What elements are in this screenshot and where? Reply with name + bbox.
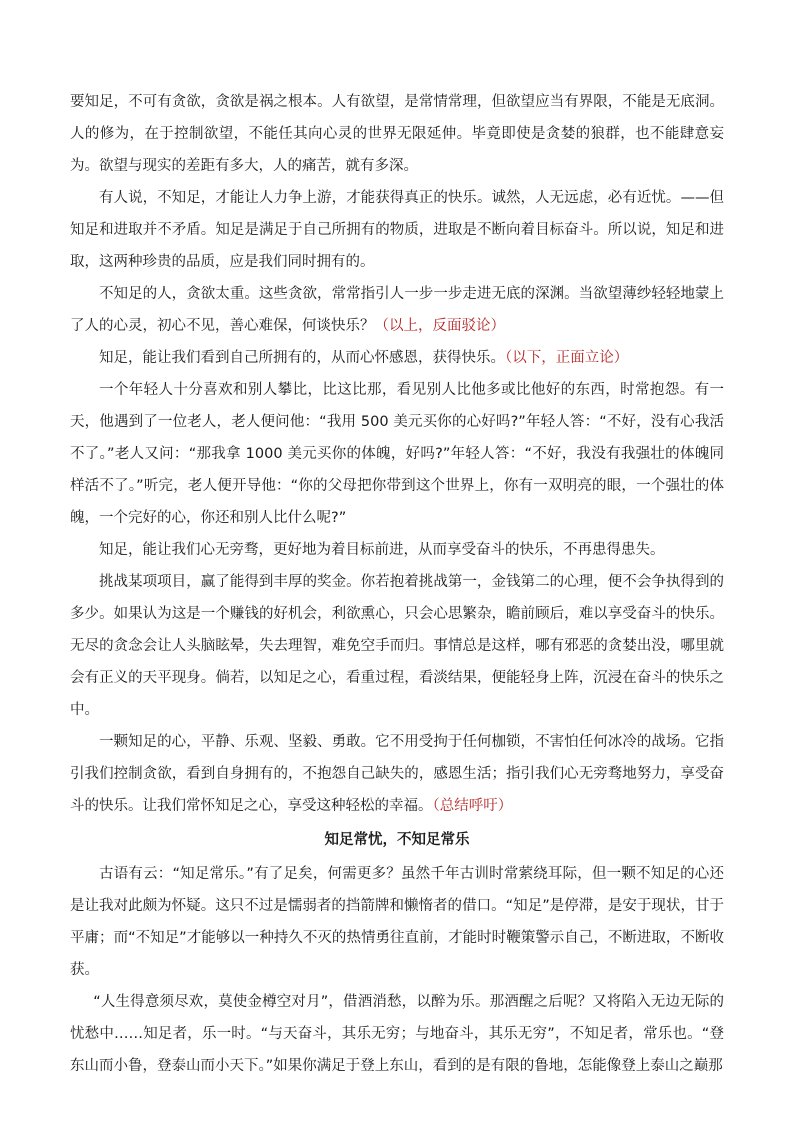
paragraph-3 <box>70 278 724 342</box>
essay-page <box>70 86 724 1082</box>
annotation-summary: （总结呼吁） <box>432 798 513 814</box>
paragraph-8 <box>70 726 724 822</box>
paragraph-4-text: 知足，能让我们看到自己所拥有的，从而心怀感恩，获得快乐。 <box>99 350 505 366</box>
paragraph-9: 古语有云：“知足常乐。”有了足矣，何需更多？虽然千年古训时常萦绕耳际，但一颗不知足的心还是让我对此颇为怀疑。这只不过是懦弱者的挡箭牌和懒惰者的借口。“知足”是停滞，是安于现状，甘于平庸；而“不知足”才能够以一种持久不灭的热情勇往直前，才能时时鞭策警示自己，不断进取，不断收获。 <box>70 866 724 978</box>
paragraph-6: 知足，能让我们心无旁骛，更好地为着目标前进，从而享受奋斗的快乐，不再患得患失。 <box>99 542 665 558</box>
annotation-argument: （以下，正面立论） <box>505 350 629 366</box>
paragraph-7: 挑战某项项目，赢了能得到丰厚的奖金。你若抱着挑战第一，金钱第二的心理，便不会争执得到的多少。如果认为这是一个赚钱的好机会，利欲熏心，只会心思繁杂，瞻前顾后，难以享受奋斗的快乐。无尽的贪念会让人头脑眩晕，失去理智，难免空手而归。事情总是这样，哪有邪恶的贪婪出没，哪里就会有正义的天平现身。倘若，以知足之心，看重过程，看淡结果，便能轻身上阵，沉浸在奋斗的快乐之中。 <box>70 574 724 718</box>
paragraph-10: “人生得意须尽欢，莫使金樽空对月”，借酒消愁，以醉为乐。那酒醒之后呢？又将陷入无边无际的忧愁中……知足者，乐一时。“与天奋斗，其乐无穷；与地奋斗，其乐无穷”，不知足者，常乐也。“登东山而小鲁，登泰山而小天下。”如果你满足于登上东山，看到的是有限的鲁地，怎能像登上泰山之巅那 <box>70 994 724 1074</box>
annotation-rebuttal: （以上，反面驳论） <box>374 318 505 334</box>
paragraph-2: 有人说，不知足，才能让人力争上游，才能获得真正的快乐。诚然，人无远虑，必有近忧。——但知足和进取并不矛盾。知足是满足于自己所拥有的物质，进取是不断向着目标奋斗。所以说，知足和进取，这两种珍贵的品质，应是我们同时拥有的。 <box>70 190 724 270</box>
paragraph-1: 要知足，不可有贪欲，贪欲是祸之根本。人有欲望，是常情常理，但欲望应当有界限，不能是无底洞。人的修为，在于控制欲望，不能任其向心灵的世界无限延伸。毕竟即使是贪婪的狼群，也不能肆意妄为。欲望与现实的差距有多大，人的痛苦，就有多深。 <box>70 94 724 174</box>
paragraph-4 <box>70 342 724 374</box>
paragraph-5: 一个年轻人十分喜欢和别人攀比，比这比那，看见别人比他多或比他好的东西，时常抱怨。有一天，他遇到了一位老人，老人便问他：“我用 500 美元买你的心好吗?”年轻人答：“不好，没有心我活不了。”老人又问：“那我拿 1000 美元买你的体魄，好吗?”年轻人答：“不好，我没有我强壮的体魄同样活不了。”听完，老人便开导他：“你的父母把你带到这个世界上，你有一双明亮的眼，一个强壮的体魄，一个完好的心，你还和别人比什么呢?” <box>70 382 724 526</box>
paragraph-8-text: 一颗知足的心，平静、乐观、坚毅、勇敢。它不用受拘于任何枷锁，不害怕任何冰冷的战场。它指引我们控制贪欲，看到自身拥有的，不抱怨自己缺失的，感恩生活；指引我们心无旁骛地努力，享受奋斗的快乐。让我们常怀知足之心，享受这种轻松的幸福。 <box>70 734 724 814</box>
paragraph-3-text: 不知足的人，贪欲太重。这些贪欲，常常指引人一步一步走进无底的深渊。当欲望薄纱轻轻地蒙上了人的心灵，初心不见，善心难保，何谈快乐？ <box>70 286 724 334</box>
section-heading: 知足常忧，不知足常乐 <box>324 832 470 848</box>
